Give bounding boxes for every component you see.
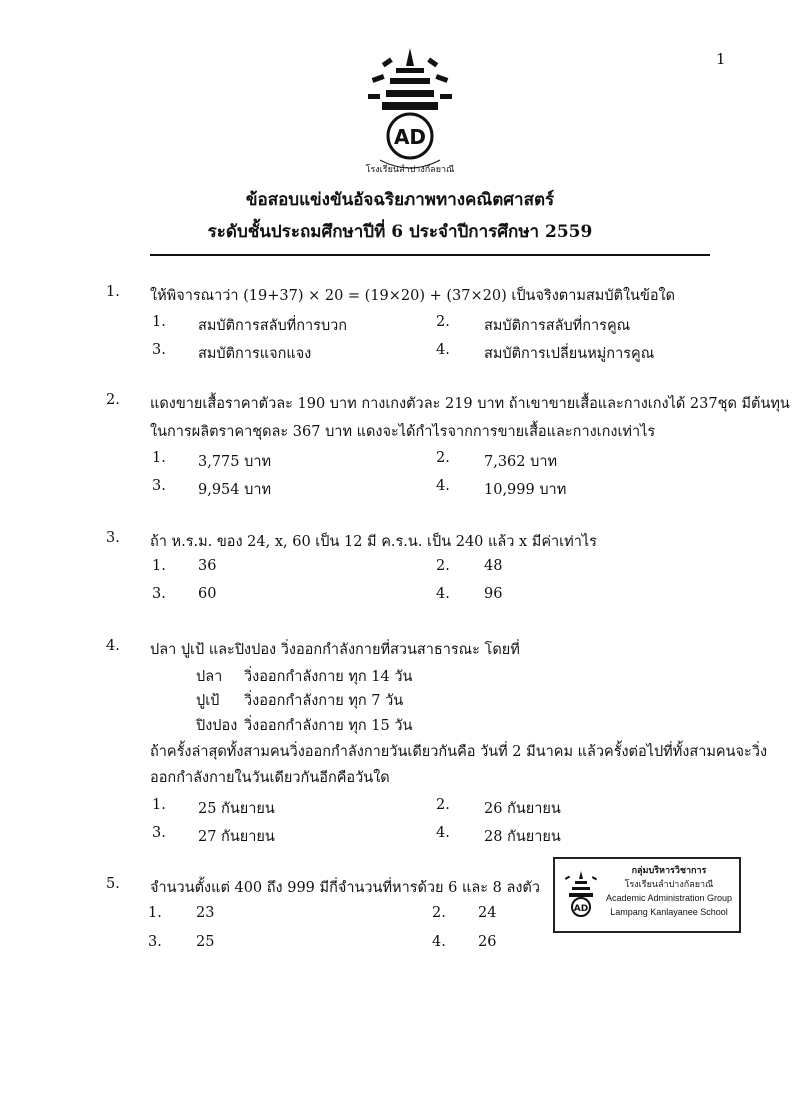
runner-name: ปลา xyxy=(196,669,223,685)
svg-text:AD: AD xyxy=(393,125,427,149)
option-number: 1. xyxy=(152,558,166,574)
option-text: 60 xyxy=(198,586,217,602)
option-number: 3. xyxy=(148,934,162,950)
stamp-line: Academic Administration Group xyxy=(605,893,733,903)
question-number: 4. xyxy=(106,638,120,654)
option-number: 2. xyxy=(432,905,446,921)
option-number: 4. xyxy=(436,825,450,841)
school-emblem-icon xyxy=(360,40,460,180)
question-text: ให้พิจารณาว่า (19+37) × 20 = (19×20) + (37×20) เป็นจริงตามสมบัติในข้อใด xyxy=(150,288,676,304)
option-number: 2. xyxy=(436,450,450,466)
school-emblem-icon xyxy=(563,869,599,921)
option-number: 1. xyxy=(148,905,162,921)
question-number: 2. xyxy=(106,392,120,408)
option-number: 1. xyxy=(152,797,166,813)
page-number: 1 xyxy=(716,50,726,68)
option-number: 1. xyxy=(152,314,166,330)
option-text: สมบัติการสลับที่การบวก xyxy=(198,318,348,334)
option-text: 10,999 บาท xyxy=(484,482,567,498)
option-text: 26 xyxy=(478,934,497,950)
svg-text:AD: AD xyxy=(573,904,589,914)
option-text: 9,954 บาท xyxy=(198,482,272,498)
question-text: จำนวนตั้งแต่ 400 ถึง 999 มีกี่จำนวนที่หารด้วย 6 และ 8 ลงตัว xyxy=(150,880,540,896)
question-number: 5. xyxy=(106,876,120,892)
question-text: ปลา ปูเป้ และปิงปอง วิ่งออกกำลังกายที่สวนสาธารณะ โดยที่ xyxy=(150,642,520,658)
runner-schedule: วิ่งออกกำลังกาย ทุก 15 วัน xyxy=(244,718,413,734)
option-number: 4. xyxy=(432,934,446,950)
option-text: 96 xyxy=(484,586,503,602)
option-number: 3. xyxy=(152,586,166,602)
option-text: สมบัติการแจกแจง xyxy=(198,346,312,362)
question-text: ถ้า ห.ร.ม. ของ 24, x, 60 เป็น 12 มี ค.ร.น. เป็น 240 แล้ว x มีค่าเท่าไร xyxy=(150,534,597,550)
option-text: 24 xyxy=(478,905,497,921)
option-number: 3. xyxy=(152,342,166,358)
runner-name: ปิงปอง xyxy=(196,718,238,734)
option-number: 2. xyxy=(436,558,450,574)
logo-caption: โรงเรียนลำปางกัลยาณี xyxy=(365,165,455,175)
option-text: สมบัติการเปลี่ยนหมู่การคูณ xyxy=(484,346,655,362)
option-number: 4. xyxy=(436,478,450,494)
question-number: 3. xyxy=(106,530,120,546)
option-text: 7,362 บาท xyxy=(484,454,558,470)
option-number: 3. xyxy=(152,478,166,494)
option-text: 25 xyxy=(196,934,215,950)
option-text: 48 xyxy=(484,558,503,574)
option-text: 3,775 บาท xyxy=(198,454,272,470)
exam-title: ข้อสอบแข่งขันอัจฉริยภาพทางคณิตศาสตร์ xyxy=(245,190,555,210)
option-text: 27 กันยายน xyxy=(198,829,275,845)
runner-name: ปูเป้ xyxy=(196,693,220,709)
stamp-line: โรงเรียนลำปางกัลยาณี xyxy=(624,879,714,889)
exam-subtitle: ระดับชั้นประถมศึกษาปีที่ 6 ประจำปีการศึกษา 2559 xyxy=(207,222,593,242)
stamp-text xyxy=(601,863,737,919)
runner-schedule: วิ่งออกกำลังกาย ทุก 14 วัน xyxy=(244,669,413,685)
school-stamp xyxy=(553,857,741,933)
option-text: 28 กันยายน xyxy=(484,829,561,845)
option-text: 36 xyxy=(198,558,217,574)
question-text: ถ้าครั้งล่าสุดทั้งสามคนวิ่งออกกำลังกายวันเดียวกันคือ วันที่ 2 มีนาคม แล้วครั้งต่อไปที่ทั้งสามคนจะวิ่ง xyxy=(150,744,768,760)
option-text: 25 กันยายน xyxy=(198,801,275,817)
option-text: 23 xyxy=(196,905,215,921)
question-number: 1. xyxy=(106,284,120,300)
option-number: 4. xyxy=(436,342,450,358)
stamp-line: กลุ่มบริหารวิชาการ xyxy=(631,865,707,875)
option-number: 2. xyxy=(436,797,450,813)
question-text: ในการผลิตราคาชุดละ 367 บาท แดงจะได้กำไรจากการขายเสื้อและกางเกงเท่าไร xyxy=(150,424,656,440)
option-text: 26 กันยายน xyxy=(484,801,561,817)
option-text: สมบัติการสลับที่การคูณ xyxy=(484,318,631,334)
question-text: ออกกำลังกายในวันเดียวกันอีกคือวันใด xyxy=(150,770,390,786)
option-number: 2. xyxy=(436,314,450,330)
header-divider xyxy=(150,254,710,256)
option-number: 1. xyxy=(152,450,166,466)
runner-schedule: วิ่งออกกำลังกาย ทุก 7 วัน xyxy=(244,693,404,709)
question-text: แดงขายเสื้อราคาตัวละ 190 บาท กางเกงตัวละ 219 บาท ถ้าเขาขายเสื้อและกางเกงได้ 237ชุด มีต้นทุน xyxy=(150,396,790,412)
stamp-line: Lampang Kanlayanee School xyxy=(610,907,728,917)
option-number: 3. xyxy=(152,825,166,841)
option-number: 4. xyxy=(436,586,450,602)
